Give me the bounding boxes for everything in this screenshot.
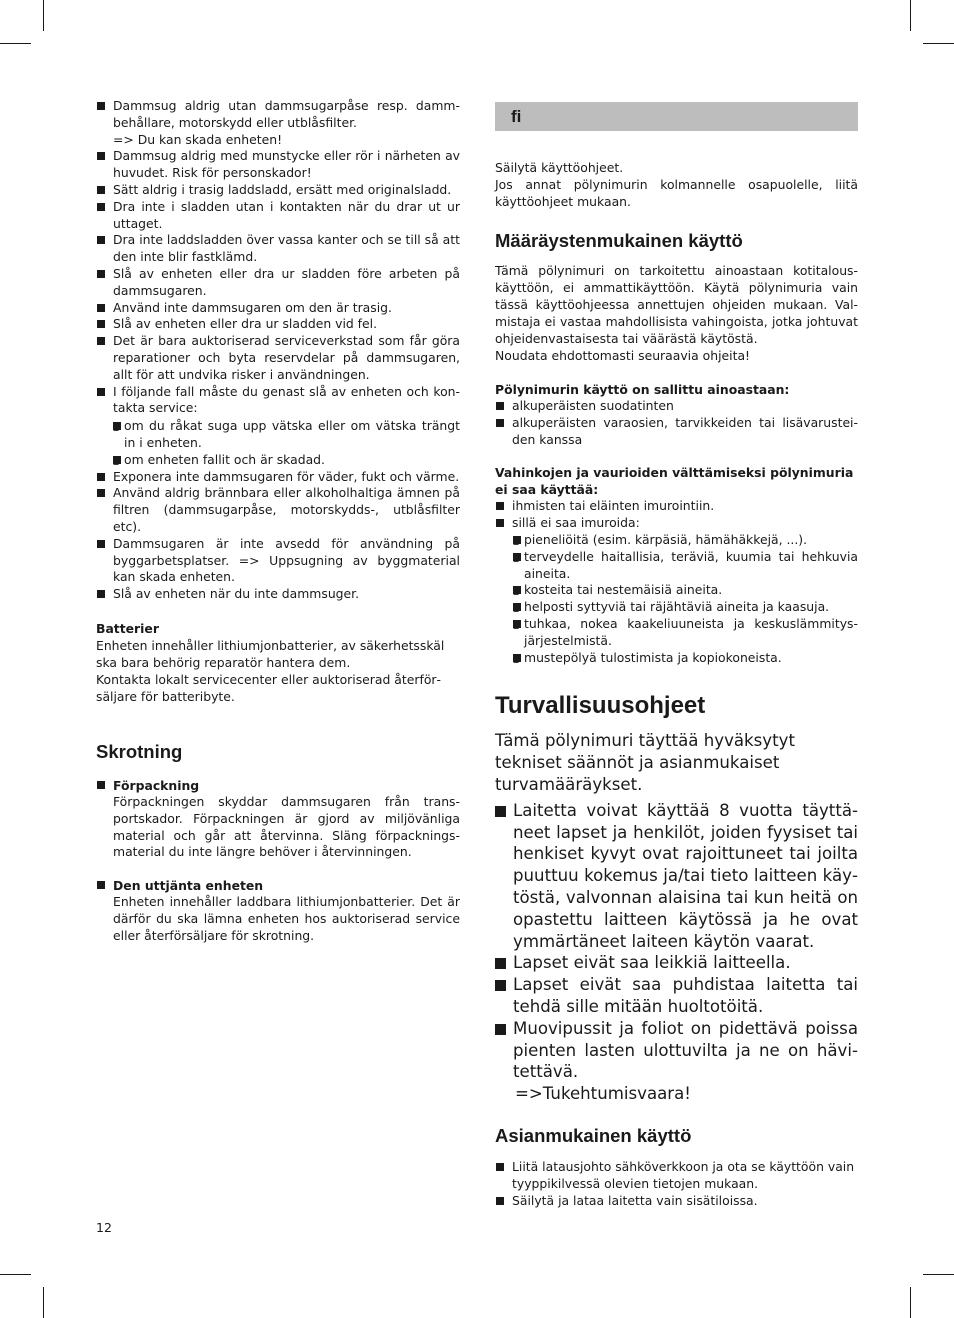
list-item: sillä ei saa imuroida: – pieneliöitä (esim. kärpäsiä, hämähäkkejä, ...). – terveydelle haitallisia, teräviä, kuumia tai hehkuvia aineita. – kosteita tai nestemäisiä aineita. – helposti syttyviä tai räjähtäviä aineita ja kaasuja. – tuhkaa, nokea kaakeliuuneista ja keskuslämmitysjärjestelmistä. – mustepölyä tulostimista ja kopiokoneista. bbox=[495, 515, 858, 666]
list-item: ihmisten tai eläinten imurointiin. bbox=[495, 498, 858, 515]
packaging-text: Förpackningen skyddar dammsugaren från transportskador. Förpackningen är gjord av miljövänliga material och går att återvinna. Släng förpackningsmaterial du inte längre behöver i återvinningen. bbox=[113, 793, 460, 860]
swedish-column bbox=[96, 98, 460, 944]
intended-use-text: Tämä pölynimuri on tarkoitettu ainoastaan kotitalouskäyttöön, ei ammattikäyttöön. Käytä pölynimuria vain tässä käyttöohjeessa annettujen ohjeiden mukaan. Valmistaja ei vastaa mahdollisista vahingoista, jotka johtuvat ohjeidenvastaisesta tai väärästä käytöstä. bbox=[495, 263, 858, 346]
sub-item: – mustepölyä tulostimista ja kopiokoneista. bbox=[513, 650, 858, 667]
list-item: Dammsug aldrig med munstycke eller rör i närheten av huvudet. Risk för personskador! bbox=[96, 148, 460, 182]
crop-mark bbox=[910, 1287, 911, 1318]
batteries-text: Kontakta lokalt servicecenter eller auktoriserad återförsäljare för batteribyte. bbox=[96, 671, 441, 704]
list-item: Dra inte i sladden utan i kontakten när du drar ut ur uttaget. bbox=[96, 199, 460, 233]
list-item: Liitä latausjohto sähköverkkoon ja ota se käyttöön vain tyyppikilvessä olevien tietojen mukaan. bbox=[495, 1159, 858, 1193]
intro-text: Säilytä käyttöohjeet. bbox=[495, 160, 624, 175]
sub-item: – pieneliöitä (esim. kärpäsiä, hämähäkkejä, ...). bbox=[513, 532, 858, 549]
crop-mark bbox=[43, 0, 44, 31]
list-item: Lapset eivät saa puhdistaa laitetta tai tehdä sille mitään huoltotöitä. bbox=[495, 974, 858, 1018]
list-item: Dammsugaren är inte avsedd för användning på byggarbetsplatser. => Uppsugning av byggmaterial kan skada enheten. bbox=[96, 536, 460, 586]
suffocation-note: =>Tukehtumisvaara! bbox=[515, 1084, 691, 1104]
sub-item: – kosteita tai nestemäisiä aineita. bbox=[513, 582, 858, 599]
intended-use-heading: Määräystenmukainen käyttö bbox=[495, 230, 743, 251]
list-item: alkuperäisten varaosien, tarvikkeiden tai lisävarusteiden kanssa bbox=[495, 415, 858, 449]
list-item: I följande fall måste du genast slå av enheten och kontakta service: – om du råkat suga upp vätska eller om vätska trängt in i enheten. – om enheten fallit och är skadad. bbox=[96, 384, 460, 469]
batteries-text: Enheten innehåller lithiumjonbatterier, av säkerhetsskäl ska bara behörig reparatör hantera dem. bbox=[96, 637, 445, 670]
safety-intro: Tämä pölynimuri täyttää hyväksytyt tekniset säännöt ja asianmukaiset turvamääräykset. bbox=[495, 731, 795, 794]
list-item: alkuperäisten suodatinten bbox=[495, 398, 858, 415]
list-item: Dammsug aldrig utan dammsugarpåse resp. dammbehållare, motorskydd eller utblåsfilter. => Du kan skada enheten! bbox=[96, 98, 460, 148]
old-device-text: Enheten innehåller laddbara lithiumjonbatterier. Det är därför du ska lämna enheten hos auktoriserad service eller återförsäljare för skrotning. bbox=[113, 894, 460, 943]
allowed-heading: Pölynimurin käyttö on sallittu ainoastaan: bbox=[495, 382, 790, 397]
list-item: Lapset eivät saa leikkiä laitteella. bbox=[495, 952, 858, 974]
finnish-column bbox=[495, 102, 858, 1209]
warning-list bbox=[96, 98, 460, 603]
list-item: Muovipussit ja foliot on pidettävä poissa pienten lasten ulottuvilta ja ne on hävitettävä. =>Tukehtumisvaara! bbox=[495, 1018, 858, 1105]
list-item: Använd aldrig brännbara eller alkoholhaltiga ämnen på filtren (dammsugarpåse, motorskydds-, utblåsfilter etc). bbox=[96, 485, 460, 535]
list-item: Säilytä ja lataa laitetta vain sisätiloissa. bbox=[495, 1193, 858, 1210]
list-item: Slå av enheten eller dra ur sladden före arbeten på dammsugaren. bbox=[96, 266, 460, 300]
list-item: Det är bara auktoriserad serviceverkstad som får göra reparationer och byta reservdelar på dammsugaren, allt för att undvika risker i användningen. bbox=[96, 333, 460, 383]
intro-text: Jos annat pölynimurin kolmannelle osapuolelle, liitä käyttöohjeet mukaan. bbox=[495, 177, 858, 209]
list-item bbox=[96, 777, 460, 861]
list-item: Sätt aldrig i trasig laddsladd, ersätt med originalsladd. bbox=[96, 182, 460, 199]
allowed-list bbox=[495, 398, 858, 448]
sub-item: – tuhkaa, nokea kaakeliuuneista ja keskuslämmitysjärjestelmistä. bbox=[513, 616, 858, 650]
service-cases bbox=[113, 418, 460, 468]
forbidden-heading: Vahinkojen ja vaurioiden välttämiseksi pölynimuria ei saa käyttää: bbox=[495, 465, 854, 498]
list-item: Använd inte dammsugaren om den är trasig. bbox=[96, 300, 460, 317]
language-bar: fi bbox=[495, 102, 858, 131]
list-item: Slå av enheten när du inte dammsuger. bbox=[96, 586, 460, 603]
forbidden-list bbox=[495, 498, 858, 666]
proper-use-list bbox=[495, 1159, 858, 1209]
sub-item: – om du råkat suga upp vätska eller om vätska trängt in i enheten. bbox=[113, 418, 460, 452]
list-item bbox=[96, 877, 460, 944]
crop-mark bbox=[43, 1287, 44, 1318]
sub-item: – helposti syttyviä tai räjähtäviä aineita ja kaasuja. bbox=[513, 599, 858, 616]
list-item: Laitetta voivat käyttää 8 vuotta täyttäneet lapset ja henkilöt, joiden fyysiset tai henkiset kyvyt ovat rajoittuneet tai joilta puuttuu kokemus ja/tai tieto laitteen käytöstä, valvonnan alaisina tai kun heitä on opastettu laitteen käytössä ja he ovat ymmärtäneet laiteen käytön vaarat. bbox=[495, 800, 858, 953]
list-item: Dra inte laddsladden över vassa kanter och se till så att den inte blir fastklämd. bbox=[96, 232, 460, 266]
proper-use-heading: Asianmukainen käyttö bbox=[495, 1124, 692, 1146]
batteries-heading: Batterier bbox=[96, 620, 159, 636]
old-device-heading: Den uttjänta enheten bbox=[113, 878, 264, 894]
intended-use-note: Noudata ehdottomasti seuraavia ohjeita! bbox=[495, 348, 751, 363]
list-item: Exponera inte dammsugaren för väder, fukt och värme. bbox=[96, 469, 460, 486]
crop-mark bbox=[910, 0, 911, 31]
sub-item: – terveydelle haitallisia, teräviä, kuumia tai hehkuvia aineita. bbox=[513, 549, 858, 583]
safety-list bbox=[495, 800, 858, 1105]
page-number: 12 bbox=[96, 1220, 112, 1235]
crop-mark bbox=[923, 43, 954, 44]
disposal-list bbox=[96, 777, 460, 945]
forbidden-substances bbox=[513, 532, 858, 666]
warning-note: => Du kan skada enheten! bbox=[113, 131, 283, 147]
list-item: Slå av enheten eller dra ur sladden vid fel. bbox=[96, 316, 460, 333]
crop-mark bbox=[0, 1274, 31, 1275]
disposal-heading: Skrotning bbox=[96, 740, 183, 762]
crop-mark bbox=[0, 43, 31, 44]
sub-item: – om enheten fallit och är skadad. bbox=[113, 452, 460, 469]
packaging-heading: Förpackning bbox=[113, 777, 200, 793]
crop-mark bbox=[923, 1274, 954, 1275]
safety-heading: Turvallisuusohjeet bbox=[495, 692, 706, 720]
